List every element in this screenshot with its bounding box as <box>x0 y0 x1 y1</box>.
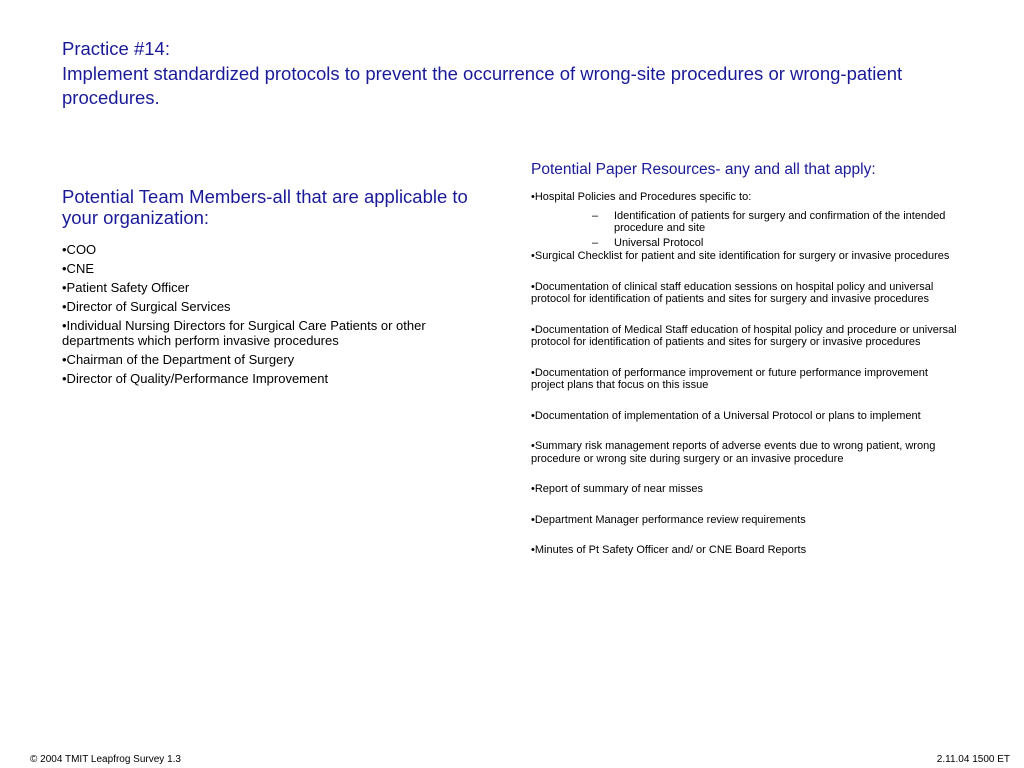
resource-sub-item-text: Universal Protocol <box>614 236 704 249</box>
dash-bullet: – <box>592 209 599 222</box>
team-member-item: •Chairman of the Department of Surgery <box>62 352 295 367</box>
team-member-item: •COO <box>62 242 97 257</box>
slide-title <box>62 37 992 111</box>
paper-resources-section <box>531 160 966 575</box>
resource-sub-item <box>531 237 959 250</box>
team-member-item: •Director of Surgical Services <box>62 299 231 314</box>
resource-item: •Minutes of Pt Safety Officer and/ or CNE Board Reports <box>531 544 807 556</box>
resource-sub-item-text: Identification of patients for surgery and confirmation of the intended procedure and site <box>614 209 946 234</box>
team-members-heading: Potential Team Members-all that are applicable to your organization: <box>62 186 468 228</box>
footer-date: 2.11.04 1500 ET <box>936 754 1010 765</box>
resource-item: •Documentation of Medical Staff education of hospital policy and procedure or universal protocol for identification of patients and sites for surgery or invasive procedures <box>531 323 957 348</box>
team-member-item: •Individual Nursing Directors for Surgical Care Patients or other departments which perform invasive procedures <box>62 318 426 348</box>
footer-copyright: © 2004 TMIT Leapfrog Survey 1.3 <box>30 754 181 765</box>
team-member-item: •Patient Safety Officer <box>62 280 190 295</box>
resource-item: •Documentation of performance improvement or future performance improvement project plans that focus on this issue <box>531 366 928 391</box>
practice-number: Practice #14: <box>62 38 170 59</box>
dash-bullet: – <box>592 236 599 249</box>
paper-resources-heading: Potential Paper Resources- any and all that apply: <box>531 161 876 178</box>
team-members-section <box>62 186 492 390</box>
resource-item: •Report of summary of near misses <box>531 483 703 495</box>
resource-item: •Documentation of clinical staff education sessions on hospital policy and universal protocol for identification of patients and sites for surgery and invasive procedures <box>531 280 934 305</box>
resource-item: •Documentation of implementation of a Universal Protocol or plans to implement <box>531 409 921 422</box>
resource-item-hospital-policies: •Hospital Policies and Procedures specific to: <box>531 191 752 203</box>
resource-sub-item <box>531 210 959 235</box>
resource-item: •Surgical Checklist for patient and site identification for surgery or invasive procedures <box>531 250 950 262</box>
practice-description: Implement standardized protocols to prevent the occurrence of wrong-site procedures or wrong-patient procedures. <box>62 62 903 108</box>
resource-item: •Department Manager performance review requirements <box>531 513 806 526</box>
resource-item: •Summary risk management reports of adverse events due to wrong patient, wrong procedure or wrong site during surgery or an invasive procedure <box>531 440 936 465</box>
team-member-item: •CNE <box>62 261 94 276</box>
team-member-item: •Director of Quality/Performance Improvement <box>62 371 329 386</box>
